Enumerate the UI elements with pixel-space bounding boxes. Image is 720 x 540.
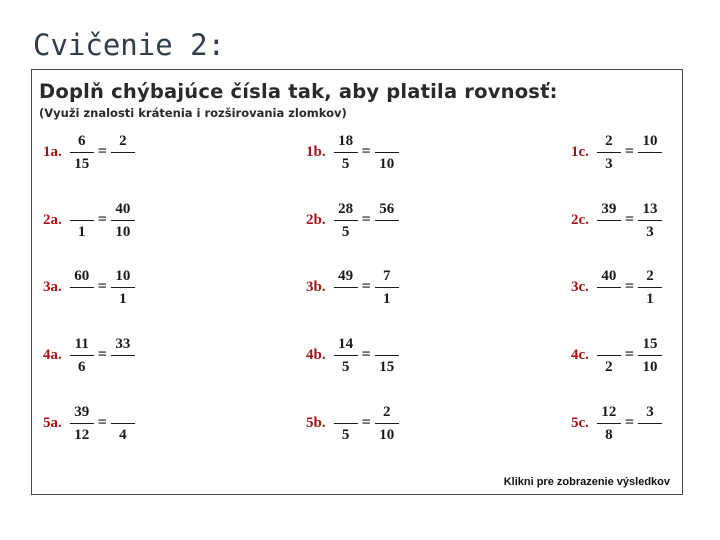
fraction-right (638, 198, 662, 242)
denominator: 15 (379, 358, 395, 375)
numerator: 56 (379, 200, 395, 217)
denominator: 8 (605, 426, 613, 443)
numerator: 2 (646, 267, 654, 284)
numerator: 33 (115, 335, 131, 352)
fraction-left (597, 401, 621, 445)
equation-label: 4c. (571, 346, 589, 363)
equals-sign: = (97, 211, 107, 228)
equation-3a (43, 265, 135, 309)
fraction-left (334, 130, 358, 174)
equation-1c (571, 130, 662, 174)
equals-sign: = (97, 278, 107, 295)
equation-label: 5b. (306, 414, 326, 431)
equation-2b (306, 198, 399, 242)
show-results-button[interactable]: Klikni pre zobrazenie výsledkov (503, 476, 670, 488)
equals-sign: = (97, 143, 107, 160)
fraction-bar (334, 152, 358, 153)
fraction-bar (638, 423, 662, 424)
fraction-bar (70, 423, 94, 424)
equals-sign: = (361, 278, 371, 295)
numerator: 13 (642, 200, 658, 217)
equation-4c (571, 333, 662, 377)
exercise-panel (31, 69, 683, 495)
equation-label: 5a. (43, 414, 62, 431)
equals-sign: = (97, 414, 107, 431)
equation-3b (306, 265, 399, 309)
denominator: 5 (341, 358, 350, 375)
fraction-bar (375, 423, 399, 424)
fraction-left (334, 401, 358, 445)
fraction-bar (70, 152, 94, 153)
equals-sign: = (624, 143, 635, 160)
fraction-bar (597, 152, 621, 153)
numerator: 6 (78, 132, 86, 149)
equation-2a (43, 198, 135, 242)
task-title: Doplň chýbajúce čísla tak, aby platila rovnosť: (39, 80, 558, 103)
fraction-bar (334, 423, 358, 424)
denominator: 10 (379, 155, 395, 172)
equation-label: 3b. (306, 278, 326, 295)
fraction-bar (638, 220, 662, 221)
numerator: 49 (338, 267, 354, 284)
denominator: 6 (78, 358, 86, 375)
numerator: 39 (601, 200, 617, 217)
fraction-bar (375, 220, 399, 221)
numerator: 39 (74, 403, 90, 420)
fraction-bar (638, 287, 662, 288)
fraction-right (375, 265, 399, 309)
equation-label: 1a. (43, 143, 62, 160)
numerator: 11 (74, 335, 89, 352)
numerator: 15 (642, 335, 658, 352)
fraction-bar (597, 287, 621, 288)
fraction-left (70, 198, 94, 242)
equation-5b (306, 401, 399, 445)
fraction-right (638, 333, 662, 377)
fraction-left (70, 130, 94, 174)
fraction-left (70, 401, 94, 445)
equation-1b (306, 130, 399, 174)
denominator: 10 (379, 426, 395, 443)
denominator: 10 (642, 358, 658, 375)
equation-3c (571, 265, 662, 309)
fraction-bar (597, 220, 621, 221)
denominator: 2 (605, 358, 613, 375)
equation-2c (571, 198, 662, 242)
fraction-bar (375, 287, 399, 288)
fraction-bar (70, 355, 94, 356)
equals-sign: = (361, 346, 371, 363)
equation-label: 4b. (306, 346, 326, 363)
equation-4b (306, 333, 399, 377)
fraction-right (375, 333, 399, 377)
numerator: 10 (115, 267, 131, 284)
numerator: 40 (115, 200, 131, 217)
fraction-bar (334, 355, 358, 356)
denominator: 5 (341, 223, 350, 240)
slide-title: Cvičenie 2: (33, 28, 226, 62)
fraction-right (638, 130, 662, 174)
fraction-bar (334, 220, 358, 221)
numerator: 28 (338, 200, 354, 217)
fraction-bar (375, 355, 399, 356)
fraction-bar (334, 287, 358, 288)
fraction-bar (597, 423, 621, 424)
numerator: 2 (605, 132, 613, 149)
numerator: 7 (382, 267, 391, 284)
equals-sign: = (361, 143, 371, 160)
denominator: 10 (115, 223, 131, 240)
fraction-bar (70, 220, 94, 221)
denominator: 4 (119, 426, 127, 443)
numerator: 12 (601, 403, 617, 420)
denominator: 15 (74, 155, 90, 172)
equals-sign: = (624, 278, 635, 295)
equation-label: 1b. (306, 143, 326, 160)
equation-label: 2c. (571, 211, 589, 228)
fraction-right (111, 130, 135, 174)
fraction-left (597, 198, 621, 242)
equation-label: 3a. (43, 278, 62, 295)
fraction-left (334, 198, 358, 242)
equation-5c (571, 401, 662, 445)
equation-label: 2b. (306, 211, 326, 228)
fraction-bar (111, 220, 135, 221)
equation-label: 1c. (571, 143, 589, 160)
fraction-right (111, 265, 135, 309)
fraction-bar (638, 152, 662, 153)
denominator: 12 (74, 426, 90, 443)
equals-sign: = (361, 211, 371, 228)
denominator: 3 (646, 223, 654, 240)
numerator: 60 (74, 267, 90, 284)
equation-5a (43, 401, 135, 445)
fraction-left (334, 333, 358, 377)
denominator: 1 (119, 290, 127, 307)
fraction-right (375, 130, 399, 174)
fraction-right (638, 401, 662, 445)
denominator: 3 (605, 155, 613, 172)
equals-sign: = (624, 414, 635, 431)
numerator: 2 (119, 132, 127, 149)
task-hint: (Využi znalosti krátenia i rozširovania zlomkov) (39, 106, 347, 120)
fraction-right (111, 401, 135, 445)
fraction-left (597, 333, 621, 377)
denominator: 5 (341, 155, 350, 172)
equation-label: 3c. (571, 278, 589, 295)
numerator: 14 (338, 335, 354, 352)
fraction-right (638, 265, 662, 309)
fraction-bar (111, 355, 135, 356)
equals-sign: = (624, 346, 635, 363)
fraction-bar (111, 423, 135, 424)
fraction-bar (375, 152, 399, 153)
fraction-bar (111, 152, 135, 153)
numerator: 18 (338, 132, 354, 149)
fraction-left (597, 130, 621, 174)
fraction-left (70, 265, 94, 309)
numerator: 10 (642, 132, 658, 149)
numerator: 2 (382, 403, 391, 420)
denominator: 5 (341, 426, 350, 443)
fraction-bar (70, 287, 94, 288)
equals-sign: = (361, 414, 371, 431)
fraction-bar (638, 355, 662, 356)
equation-label: 4a. (43, 346, 62, 363)
fraction-right (375, 198, 399, 242)
equation-label: 2a. (43, 211, 62, 228)
fraction-left (334, 265, 358, 309)
equation-label: 5c. (571, 414, 589, 431)
numerator: 3 (646, 403, 654, 420)
fraction-bar (597, 355, 621, 356)
fraction-left (70, 333, 94, 377)
numerator: 40 (601, 267, 617, 284)
fraction-right (111, 333, 135, 377)
equals-sign: = (624, 211, 635, 228)
fraction-left (597, 265, 621, 309)
denominator: 1 (382, 290, 391, 307)
fraction-right (111, 198, 135, 242)
denominator: 1 (646, 290, 654, 307)
denominator: 1 (78, 223, 86, 240)
fraction-bar (111, 287, 135, 288)
equation-4a (43, 333, 135, 377)
equals-sign: = (97, 346, 107, 363)
equation-1a (43, 130, 135, 174)
fraction-right (375, 401, 399, 445)
